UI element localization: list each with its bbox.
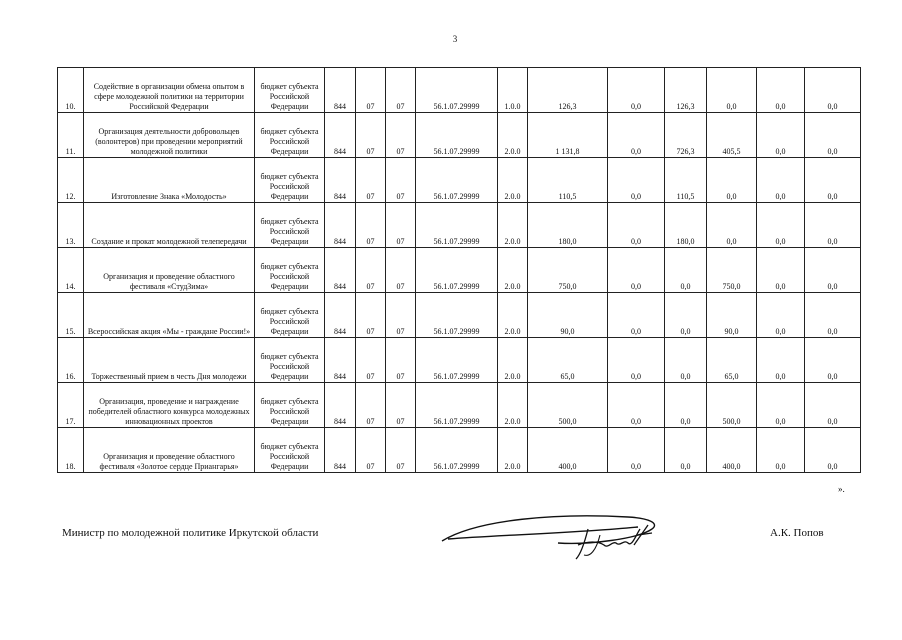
target-article-code: 56.1.07.29999 (416, 428, 498, 473)
row-number: 13. (58, 203, 84, 248)
grbs-code: 844 (325, 68, 356, 113)
target-article-code: 56.1.07.29999 (416, 113, 498, 158)
event-code: 2.0.0 (498, 293, 528, 338)
year-1-amount: 0,0 (608, 203, 665, 248)
subsection-code: 07 (386, 383, 416, 428)
section-code: 07 (356, 68, 386, 113)
year-2-amount: 110,5 (665, 158, 707, 203)
year-3-amount: 0,0 (707, 68, 757, 113)
event-name: Изготовление Знака «Молодость» (84, 158, 255, 203)
year-1-amount: 0,0 (608, 293, 665, 338)
target-article-code: 56.1.07.29999 (416, 338, 498, 383)
year-3-amount: 0,0 (707, 158, 757, 203)
signatory-position: Министр по молодежной политике Иркутской области (62, 527, 319, 539)
year-2-amount: 126,3 (665, 68, 707, 113)
section-code: 07 (356, 428, 386, 473)
section-code: 07 (356, 383, 386, 428)
closing-quote: ». (838, 484, 845, 494)
target-article-code: 56.1.07.29999 (416, 68, 498, 113)
year-3-amount: 65,0 (707, 338, 757, 383)
row-number: 10. (58, 68, 84, 113)
subsection-code: 07 (386, 428, 416, 473)
section-code: 07 (356, 293, 386, 338)
event-code: 2.0.0 (498, 203, 528, 248)
year-2-amount: 0,0 (665, 293, 707, 338)
row-number: 16. (58, 338, 84, 383)
grbs-code: 844 (325, 293, 356, 338)
year-2-amount: 0,0 (665, 428, 707, 473)
year-3-amount: 90,0 (707, 293, 757, 338)
event-name: Всероссийская акция «Мы - граждане России!» (84, 293, 255, 338)
subsection-code: 07 (386, 68, 416, 113)
year-1-amount: 0,0 (608, 248, 665, 293)
row-number: 18. (58, 428, 84, 473)
grbs-code: 844 (325, 158, 356, 203)
event-name: Организация, проведение и награждение победителей областного конкурса молодежных инновационных проектов (84, 383, 255, 428)
year-3-amount: 0,0 (707, 203, 757, 248)
row-number: 14. (58, 248, 84, 293)
year-5-amount: 0,0 (805, 383, 861, 428)
year-1-amount: 0,0 (608, 113, 665, 158)
year-3-amount: 750,0 (707, 248, 757, 293)
table-row (58, 293, 861, 338)
year-3-amount: 400,0 (707, 428, 757, 473)
grbs-code: 844 (325, 428, 356, 473)
section-code: 07 (356, 203, 386, 248)
year-2-amount: 0,0 (665, 383, 707, 428)
subsection-code: 07 (386, 113, 416, 158)
year-4-amount: 0,0 (757, 428, 805, 473)
total-amount: 500,0 (528, 383, 608, 428)
target-article-code: 56.1.07.29999 (416, 203, 498, 248)
year-5-amount: 0,0 (805, 428, 861, 473)
grbs-code: 844 (325, 203, 356, 248)
year-1-amount: 0,0 (608, 428, 665, 473)
year-4-amount: 0,0 (757, 68, 805, 113)
event-name: Создание и прокат молодежной телепередачи (84, 203, 255, 248)
subsection-code: 07 (386, 338, 416, 383)
year-5-amount: 0,0 (805, 113, 861, 158)
table-row (58, 68, 861, 113)
grbs-code: 844 (325, 338, 356, 383)
event-code: 1.0.0 (498, 68, 528, 113)
grbs-code: 844 (325, 113, 356, 158)
year-3-amount: 500,0 (707, 383, 757, 428)
section-code: 07 (356, 113, 386, 158)
year-4-amount: 0,0 (757, 248, 805, 293)
total-amount: 126,3 (528, 68, 608, 113)
table-row (58, 203, 861, 248)
total-amount: 400,0 (528, 428, 608, 473)
handwritten-signature (438, 505, 668, 565)
table-row (58, 248, 861, 293)
total-amount: 750,0 (528, 248, 608, 293)
funding-source: бюджет субъекта Российской Федерации (255, 338, 325, 383)
page-number: 3 (452, 34, 458, 44)
year-5-amount: 0,0 (805, 203, 861, 248)
signatory-name: А.К. Попов (770, 527, 824, 539)
event-code: 2.0.0 (498, 158, 528, 203)
subsection-code: 07 (386, 293, 416, 338)
section-code: 07 (356, 158, 386, 203)
table-body (58, 68, 861, 473)
funding-source: бюджет субъекта Российской Федерации (255, 68, 325, 113)
target-article-code: 56.1.07.29999 (416, 293, 498, 338)
section-code: 07 (356, 338, 386, 383)
year-2-amount: 0,0 (665, 338, 707, 383)
funding-source: бюджет субъекта Российской Федерации (255, 293, 325, 338)
year-5-amount: 0,0 (805, 293, 861, 338)
funding-source: бюджет субъекта Российской Федерации (255, 203, 325, 248)
year-4-amount: 0,0 (757, 158, 805, 203)
event-name: Торжественный прием в честь Дня молодежи (84, 338, 255, 383)
grbs-code: 844 (325, 248, 356, 293)
table-row (58, 383, 861, 428)
event-code: 2.0.0 (498, 428, 528, 473)
year-5-amount: 0,0 (805, 338, 861, 383)
row-number: 11. (58, 113, 84, 158)
event-name: Организация деятельности добровольцев (волонтеров) при проведении мероприятий молодежной политики (84, 113, 255, 158)
funding-source: бюджет субъекта Российской Федерации (255, 428, 325, 473)
table-row (58, 428, 861, 473)
subsection-code: 07 (386, 248, 416, 293)
year-4-amount: 0,0 (757, 293, 805, 338)
total-amount: 180,0 (528, 203, 608, 248)
year-1-amount: 0,0 (608, 68, 665, 113)
year-2-amount: 180,0 (665, 203, 707, 248)
total-amount: 90,0 (528, 293, 608, 338)
event-name: Содействие в организации обмена опытом в сфере молодежной политики на территории Российской Федерации (84, 68, 255, 113)
event-name: Организация и проведение областного фестиваля «Золотое сердце Приангарья» (84, 428, 255, 473)
year-1-amount: 0,0 (608, 383, 665, 428)
table-row (58, 338, 861, 383)
row-number: 12. (58, 158, 84, 203)
table-row (58, 113, 861, 158)
event-code: 2.0.0 (498, 113, 528, 158)
year-2-amount: 0,0 (665, 248, 707, 293)
total-amount: 65,0 (528, 338, 608, 383)
year-4-amount: 0,0 (757, 113, 805, 158)
event-code: 2.0.0 (498, 248, 528, 293)
target-article-code: 56.1.07.29999 (416, 248, 498, 293)
section-code: 07 (356, 248, 386, 293)
subsection-code: 07 (386, 158, 416, 203)
event-code: 2.0.0 (498, 383, 528, 428)
row-number: 17. (58, 383, 84, 428)
table-row (58, 158, 861, 203)
year-5-amount: 0,0 (805, 248, 861, 293)
funding-source: бюджет субъекта Российской Федерации (255, 158, 325, 203)
year-4-amount: 0,0 (757, 203, 805, 248)
event-code: 2.0.0 (498, 338, 528, 383)
year-1-amount: 0,0 (608, 158, 665, 203)
subsection-code: 07 (386, 203, 416, 248)
total-amount: 1 131,8 (528, 113, 608, 158)
target-article-code: 56.1.07.29999 (416, 158, 498, 203)
year-1-amount: 0,0 (608, 338, 665, 383)
year-5-amount: 0,0 (805, 68, 861, 113)
budget-table (57, 67, 861, 473)
event-name: Организация и проведение областного фестиваля «СтудЗима» (84, 248, 255, 293)
year-2-amount: 726,3 (665, 113, 707, 158)
year-5-amount: 0,0 (805, 158, 861, 203)
target-article-code: 56.1.07.29999 (416, 383, 498, 428)
row-number: 15. (58, 293, 84, 338)
year-3-amount: 405,5 (707, 113, 757, 158)
year-4-amount: 0,0 (757, 383, 805, 428)
funding-source: бюджет субъекта Российской Федерации (255, 383, 325, 428)
funding-source: бюджет субъекта Российской Федерации (255, 113, 325, 158)
funding-source: бюджет субъекта Российской Федерации (255, 248, 325, 293)
grbs-code: 844 (325, 383, 356, 428)
total-amount: 110,5 (528, 158, 608, 203)
year-4-amount: 0,0 (757, 338, 805, 383)
